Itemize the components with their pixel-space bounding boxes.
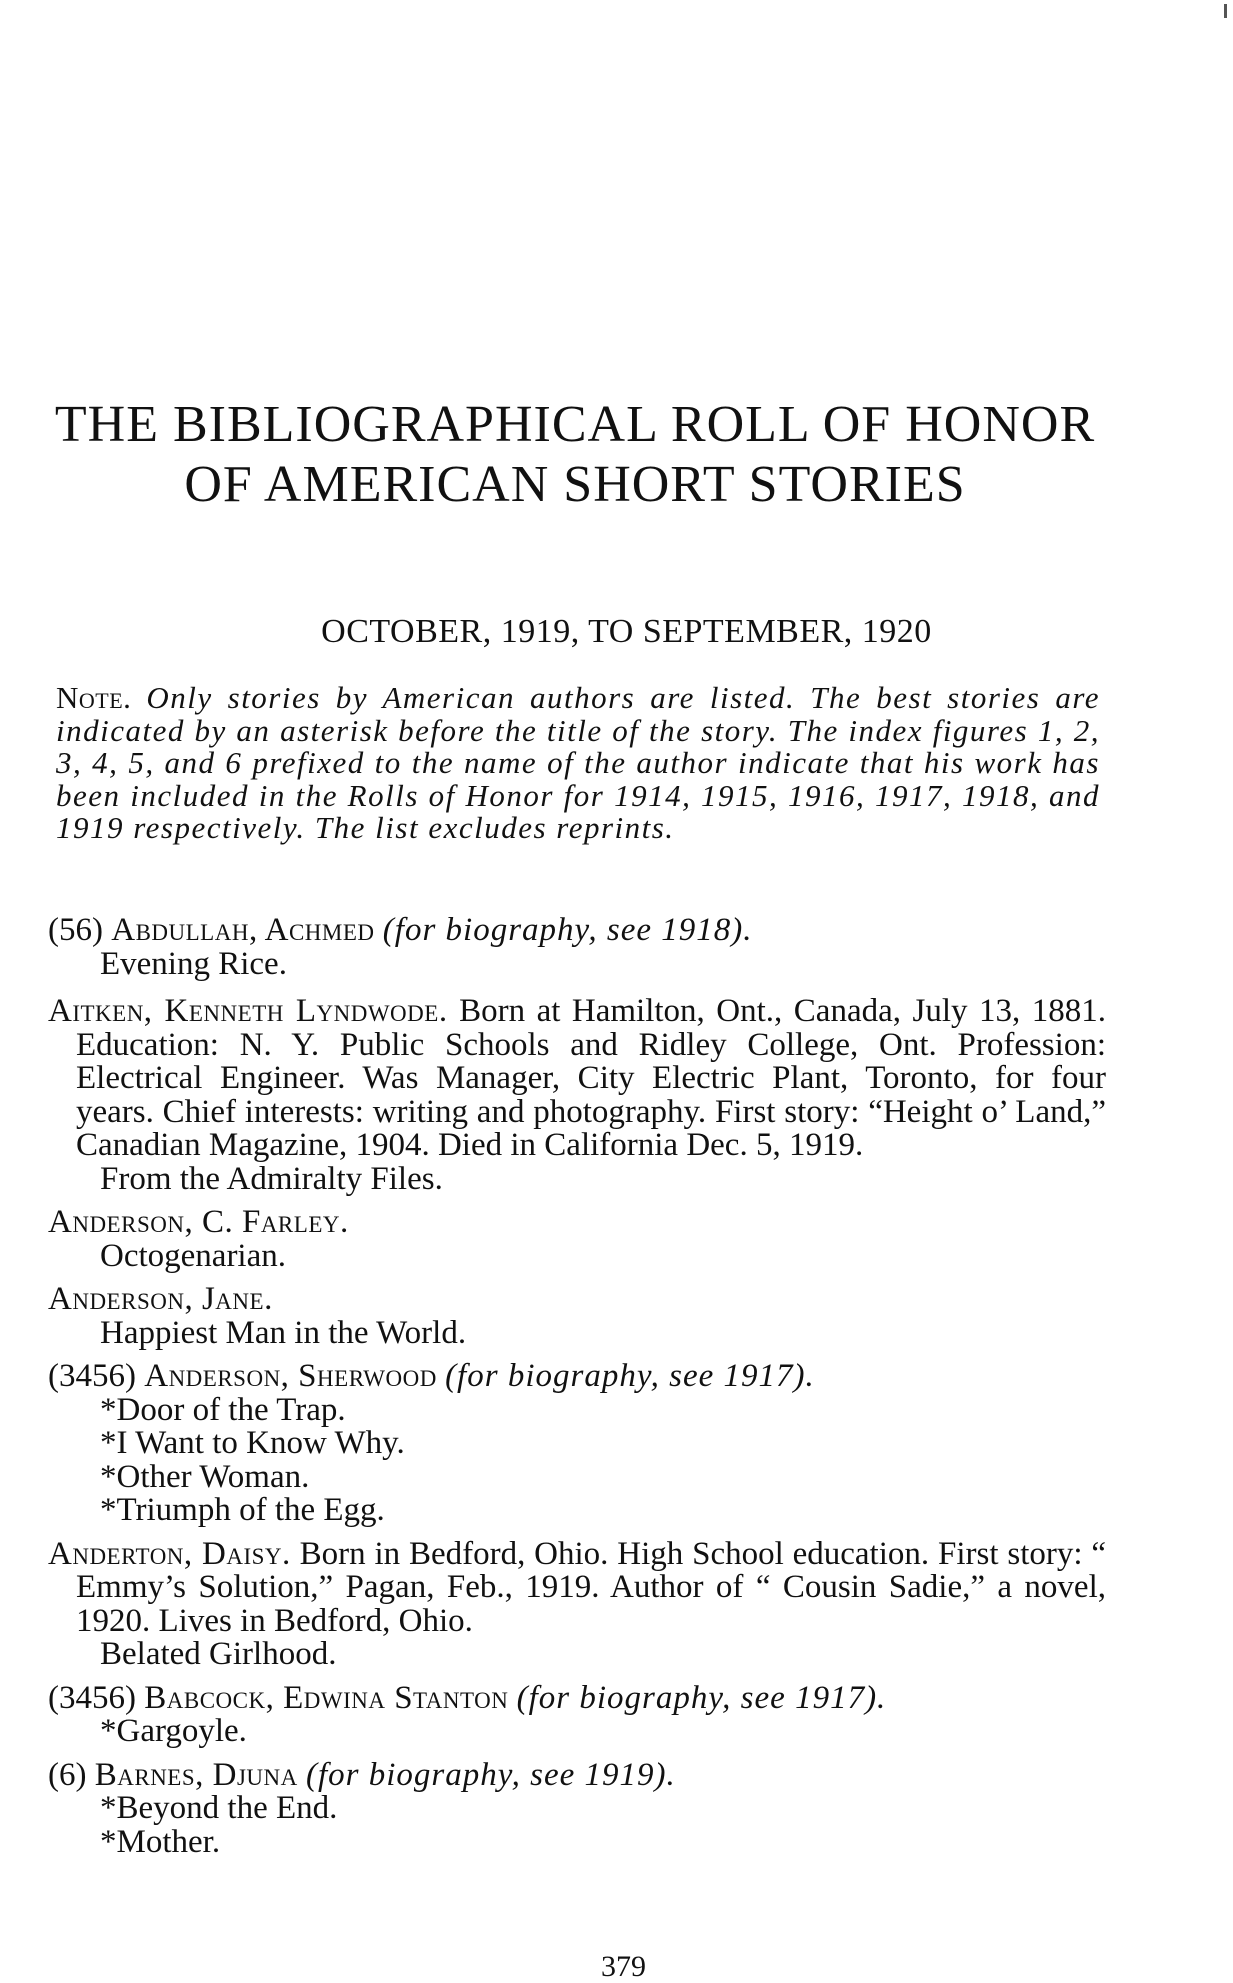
biography-reference: (for biography, see 1917). bbox=[516, 1679, 887, 1716]
author-heading bbox=[48, 1206, 1106, 1240]
story-title: *I Want to Know Why. bbox=[100, 1425, 405, 1461]
author-name: Aitken, Kenneth Lyndwode. bbox=[48, 993, 448, 1029]
author-heading bbox=[48, 1679, 1106, 1716]
story-title: *Mother. bbox=[100, 1823, 221, 1860]
author-heading bbox=[48, 914, 1106, 948]
story-title: *Gargoyle. bbox=[100, 1713, 247, 1749]
index-figures: (56) bbox=[48, 912, 103, 948]
editorial-note bbox=[56, 682, 1100, 845]
author-entry bbox=[48, 1360, 1106, 1528]
biography-reference: (for biography, see 1919). bbox=[306, 1756, 676, 1793]
index-figures: (6) bbox=[48, 1756, 87, 1793]
story-title: Belated Girlhood. bbox=[100, 1636, 337, 1672]
author-name: Anderson, C. Farley. bbox=[48, 1204, 349, 1240]
page-title: THE BIBLIOGRAPHICAL ROLL OF HONOR OF AMERICAN SHORT STORIES bbox=[54, 396, 1096, 513]
story-title: *Other Woman. bbox=[100, 1458, 310, 1495]
author-biography: Born in Bedford, Ohio. High School education. First story: “ Emmy’s Solution,” Pagan, Feb., 1919. Author of “ Cousin Sadie,” a novel, 1920. Lives in Bedford, Ohio. bbox=[76, 1535, 1107, 1639]
story-title: Happiest Man in the World. bbox=[100, 1314, 467, 1351]
author-entry bbox=[48, 1756, 1106, 1860]
note-text: Only stories by American authors are listed. The best stories are indicated by an asterisk before the title of the story. The index figures 1, 2, 3, 4, 5, and 6 prefixed to the name of the author indicate that his work has been included in the Rolls of Honor for 1914, 1915, 1916, 1917, 1918, and 1919 respectively. The list excludes reprints. bbox=[56, 680, 1100, 845]
biography-reference: (for biography, see 1918). bbox=[382, 912, 753, 948]
author-heading bbox=[48, 1360, 1106, 1394]
author-entry bbox=[48, 914, 1106, 981]
author-biography: Born at Hamilton, Ont., Canada, July 13, 1881. Education: N. Y. Public Schools and Ridley College, Ont. Profession: Electrical Engineer. Was Manager, City Electric Plant, Toronto, for four years. Chief interests: writing and photography. First story: “Height o’ Land,” Canadian Magazine, 1904. Died in California Dec. 5, 1919. bbox=[76, 993, 1106, 1163]
author-name: Barnes, Djuna bbox=[94, 1756, 298, 1793]
period-subtitle: OCTOBER, 1919, TO SEPTEMBER, 1920 bbox=[321, 613, 932, 650]
story-title: *Beyond the End. bbox=[100, 1790, 338, 1826]
author-entry bbox=[48, 995, 1106, 1196]
biography-reference: (for biography, see 1917). bbox=[445, 1358, 815, 1394]
story-title: Evening Rice. bbox=[100, 945, 287, 982]
note-label: Note. bbox=[56, 680, 132, 715]
author-name: Anderton, Daisy. bbox=[48, 1535, 291, 1572]
index-figures: (3456) bbox=[48, 1679, 136, 1716]
author-name: Anderson, Jane. bbox=[48, 1281, 273, 1317]
scan-edge-mark bbox=[1224, 4, 1227, 18]
author-entry bbox=[48, 1679, 1106, 1749]
author-entry bbox=[48, 1535, 1107, 1672]
story-title: *Triumph of the Egg. bbox=[100, 1492, 385, 1528]
author-heading bbox=[48, 995, 1106, 1163]
story-title: *Door of the Trap. bbox=[100, 1391, 346, 1428]
story-title: From the Admiralty Files. bbox=[100, 1160, 443, 1197]
author-heading bbox=[48, 1535, 1107, 1639]
author-name: Anderson, Sherwood bbox=[144, 1358, 437, 1394]
author-heading bbox=[48, 1283, 1106, 1317]
author-heading bbox=[48, 1756, 1106, 1793]
author-entries bbox=[48, 914, 1106, 1859]
author-name: Babcock, Edwina Stanton bbox=[144, 1679, 509, 1716]
author-entry bbox=[48, 1283, 1106, 1350]
story-title: Octogenarian. bbox=[100, 1237, 286, 1274]
author-name: Abdullah, Achmed bbox=[111, 912, 375, 948]
page-number: 379 bbox=[601, 1950, 646, 1983]
index-figures: (3456) bbox=[48, 1358, 136, 1394]
author-entry bbox=[48, 1206, 1106, 1273]
